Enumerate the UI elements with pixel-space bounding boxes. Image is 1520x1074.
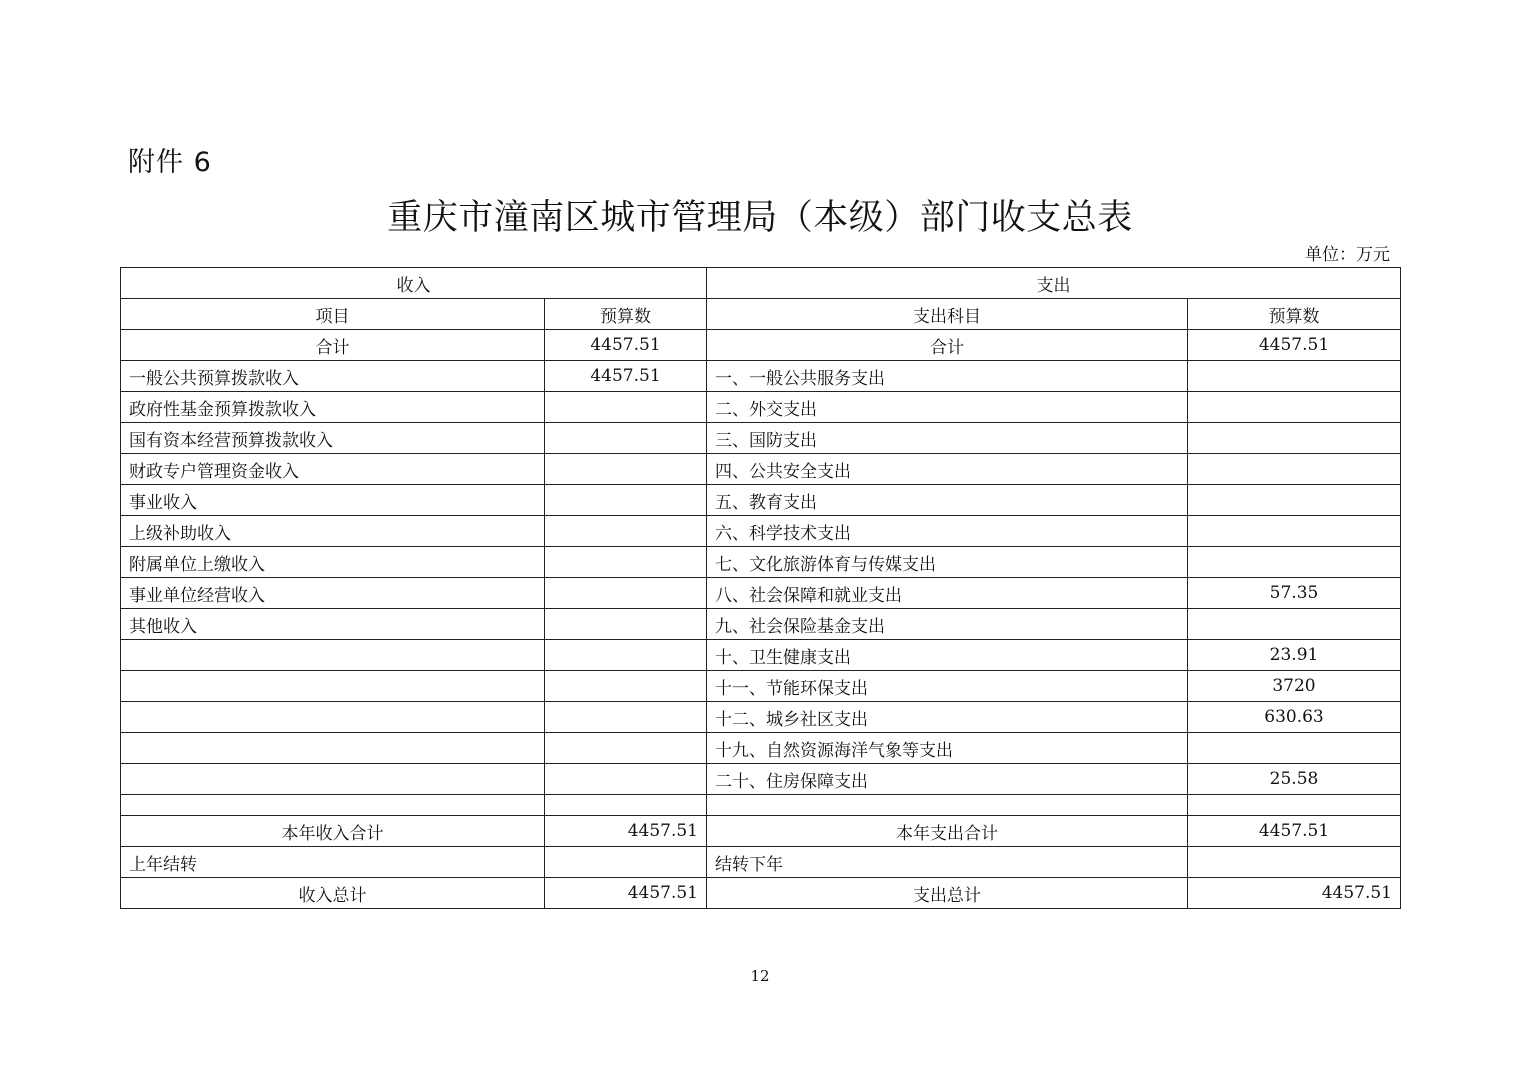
- carryover-in-label: 上年结转: [121, 847, 545, 878]
- table-row: [121, 609, 1401, 640]
- table-row: [121, 485, 1401, 516]
- expense-item-cell: 十二、城乡社区支出: [707, 702, 1188, 733]
- total-value-right: 4457.51: [1188, 330, 1401, 361]
- income-item-cell: 政府性基金预算拨款收入: [121, 392, 545, 423]
- expense-item-cell: 四、公共安全支出: [707, 454, 1188, 485]
- income-item-cell: 一般公共预算拨款收入: [121, 361, 545, 392]
- expense-value-cell: [1188, 609, 1401, 640]
- income-value-cell: [545, 609, 707, 640]
- col-budget-left-header: 预算数: [545, 299, 707, 330]
- income-item-cell: 其他收入: [121, 609, 545, 640]
- total-label-left: 合计: [121, 330, 545, 361]
- table-row: [121, 640, 1401, 671]
- expense-item-cell: 一、一般公共服务支出: [707, 361, 1188, 392]
- year-income-total-value: 4457.51: [545, 816, 707, 847]
- expense-header: 支出: [707, 268, 1401, 299]
- income-value-cell: [545, 640, 707, 671]
- income-item-cell: [121, 702, 545, 733]
- expense-item-cell: 十九、自然资源海洋气象等支出: [707, 733, 1188, 764]
- income-grand-total-label: 收入总计: [121, 878, 545, 909]
- expense-grand-total-label: 支出总计: [707, 878, 1188, 909]
- income-item-cell: 上级补助收入: [121, 516, 545, 547]
- table-row: [121, 516, 1401, 547]
- carryover-in-value: [545, 847, 707, 878]
- expense-item-cell: 七、文化旅游体育与传媒支出: [707, 547, 1188, 578]
- expense-value-cell: 630.63: [1188, 702, 1401, 733]
- year-expense-total-value: 4457.51: [1188, 816, 1401, 847]
- income-value-cell: [545, 423, 707, 454]
- table-body: [121, 268, 1401, 909]
- expense-item-cell: 二、外交支出: [707, 392, 1188, 423]
- blank-cell: [707, 795, 1188, 816]
- expense-value-cell: 25.58: [1188, 764, 1401, 795]
- expense-value-cell: [1188, 392, 1401, 423]
- income-item-cell: [121, 764, 545, 795]
- col-budget-right-header: 预算数: [1188, 299, 1401, 330]
- table-row: [121, 454, 1401, 485]
- table-row: [121, 764, 1401, 795]
- expense-value-cell: 3720: [1188, 671, 1401, 702]
- column-header-row: [121, 299, 1401, 330]
- expense-item-cell: 十一、节能环保支出: [707, 671, 1188, 702]
- table-row: [121, 392, 1401, 423]
- table-row: [121, 671, 1401, 702]
- blank-cell: [1188, 795, 1401, 816]
- income-value-cell: 4457.51: [545, 361, 707, 392]
- year-expense-total-label: 本年支出合计: [707, 816, 1188, 847]
- attachment-label: 附件 6: [128, 147, 212, 178]
- carryover-row: [121, 847, 1401, 878]
- expense-value-cell: [1188, 361, 1401, 392]
- document-title: 重庆市潼南区城市管理局（本级）部门收支总表: [387, 198, 1133, 238]
- total-value-left: 4457.51: [545, 330, 707, 361]
- income-item-cell: 财政专户管理资金收入: [121, 454, 545, 485]
- income-value-cell: [545, 516, 707, 547]
- expense-item-cell: 五、教育支出: [707, 485, 1188, 516]
- income-header: 收入: [121, 268, 707, 299]
- expense-value-cell: [1188, 516, 1401, 547]
- expense-item-cell: 十、卫生健康支出: [707, 640, 1188, 671]
- income-value-cell: [545, 485, 707, 516]
- carryover-out-label: 结转下年: [707, 847, 1188, 878]
- income-grand-total-value: 4457.51: [545, 878, 707, 909]
- unit-label: 单位：万元: [1305, 245, 1390, 265]
- table-row: [121, 423, 1401, 454]
- total-row: [121, 330, 1401, 361]
- expense-value-cell: 23.91: [1188, 640, 1401, 671]
- carryover-out-value: [1188, 847, 1401, 878]
- expense-value-cell: [1188, 423, 1401, 454]
- expense-value-cell: [1188, 547, 1401, 578]
- table-row: [121, 702, 1401, 733]
- income-value-cell: [545, 547, 707, 578]
- income-value-cell: [545, 454, 707, 485]
- income-item-cell: 事业单位经营收入: [121, 578, 545, 609]
- table-row: [121, 733, 1401, 764]
- table-row: [121, 547, 1401, 578]
- expense-grand-total-value: 4457.51: [1188, 878, 1401, 909]
- expense-item-cell: 三、国防支出: [707, 423, 1188, 454]
- blank-cell: [121, 795, 545, 816]
- blank-row: [121, 795, 1401, 816]
- income-item-cell: 附属单位上缴收入: [121, 547, 545, 578]
- expense-item-cell: 九、社会保险基金支出: [707, 609, 1188, 640]
- income-value-cell: [545, 392, 707, 423]
- income-value-cell: [545, 671, 707, 702]
- blank-cell: [545, 795, 707, 816]
- income-item-cell: [121, 733, 545, 764]
- page-number: 12: [750, 967, 770, 985]
- income-value-cell: [545, 702, 707, 733]
- expense-item-cell: 二十、住房保障支出: [707, 764, 1188, 795]
- expense-value-cell: [1188, 485, 1401, 516]
- col-expense-subject-header: 支出科目: [707, 299, 1188, 330]
- table-row: [121, 361, 1401, 392]
- income-item-cell: [121, 640, 545, 671]
- col-item-header: 项目: [121, 299, 545, 330]
- section-header-row: [121, 268, 1401, 299]
- expense-value-cell: [1188, 454, 1401, 485]
- income-item-cell: 国有资本经营预算拨款收入: [121, 423, 545, 454]
- expense-item-cell: 八、社会保障和就业支出: [707, 578, 1188, 609]
- income-item-cell: [121, 671, 545, 702]
- budget-summary-table: [120, 267, 1401, 909]
- expense-value-cell: [1188, 733, 1401, 764]
- grand-total-row: [121, 878, 1401, 909]
- income-value-cell: [545, 578, 707, 609]
- income-item-cell: 事业收入: [121, 485, 545, 516]
- income-value-cell: [545, 764, 707, 795]
- expense-value-cell: 57.35: [1188, 578, 1401, 609]
- year-total-row: [121, 816, 1401, 847]
- year-income-total-label: 本年收入合计: [121, 816, 545, 847]
- total-label-right: 合计: [707, 330, 1188, 361]
- income-value-cell: [545, 733, 707, 764]
- table-row: [121, 578, 1401, 609]
- expense-item-cell: 六、科学技术支出: [707, 516, 1188, 547]
